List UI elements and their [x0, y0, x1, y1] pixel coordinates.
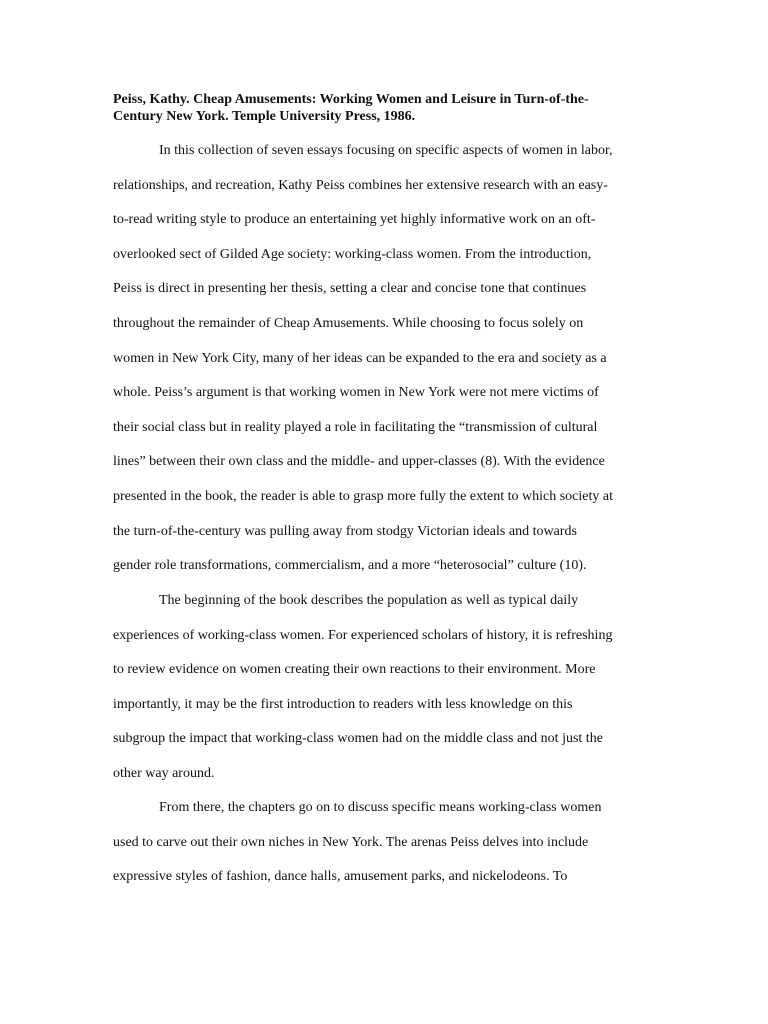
paragraph-line: In this collection of seven essays focusing on specific aspects of women in labor, — [159, 143, 613, 158]
paragraph-line: presented in the book, the reader is able to grasp more fully the extent to which society at — [113, 488, 613, 504]
paragraph-line: other way around. — [113, 765, 215, 781]
paragraph-line: subgroup the impact that working-class women had on the middle class and not just the — [113, 731, 603, 747]
citation-line: Peiss, Kathy. Cheap Amusements: Working Women and Leisure in Turn-of-the- — [113, 92, 589, 107]
paragraph-line: women in New York City, many of her ideas can be expanded to the era and society as a — [113, 350, 607, 366]
paragraph-line: expressive styles of fashion, dance halls, amusement parks, and nickelodeons. To — [113, 869, 568, 885]
paragraph-line: lines” between their own class and the middle- and upper-classes (8). With the evidence — [113, 454, 605, 470]
paragraph-line: importantly, it may be the first introduction to readers with less knowledge on this — [113, 696, 573, 712]
paragraph-line: overlooked sect of Gilded Age society: working-class women. From the introduction, — [113, 246, 592, 262]
paragraph-line: their social class but in reality played a role in facilitating the “transmission of cultural — [113, 419, 598, 435]
paragraph-line: Peiss is direct in presenting her thesis, setting a clear and concise tone that continues — [113, 281, 587, 297]
book-citation — [113, 91, 658, 125]
paragraph-line: From there, the chapters go on to discuss specific means working-class women — [159, 800, 602, 815]
paragraph-line: whole. Peiss’s argument is that working women in New York were not mere victims of — [113, 385, 599, 401]
paragraph-line: used to carve out their own niches in New York. The arenas Peiss delves into include — [113, 834, 589, 850]
paragraph-line: gender role transformations, commercialism, and a more “heterosocial” culture (10). — [113, 558, 587, 574]
paragraph-line: to review evidence on women creating their own reactions to their environment. More — [113, 662, 596, 678]
paragraph-line: relationships, and recreation, Kathy Peiss combines her extensive research with an easy- — [113, 177, 608, 193]
paragraph-line: The beginning of the book describes the population as well as typical daily — [159, 593, 579, 608]
paragraph-line: throughout the remainder of Cheap Amusements. While choosing to focus solely on — [113, 315, 584, 331]
paragraph-chapters — [113, 791, 673, 895]
citation-line: Century New York. Temple University Press, 1986. — [113, 109, 416, 124]
paragraph-line: experiences of working-class women. For experienced scholars of history, it is refreshing — [113, 627, 613, 643]
paragraph-line: the turn-of-the-century was pulling away from stodgy Victorian ideals and towards — [113, 523, 577, 539]
paragraph-introduction — [113, 134, 673, 584]
paragraph-population — [113, 584, 673, 792]
paragraph-line: to-read writing style to produce an entertaining yet highly informative work on an oft- — [113, 212, 596, 228]
